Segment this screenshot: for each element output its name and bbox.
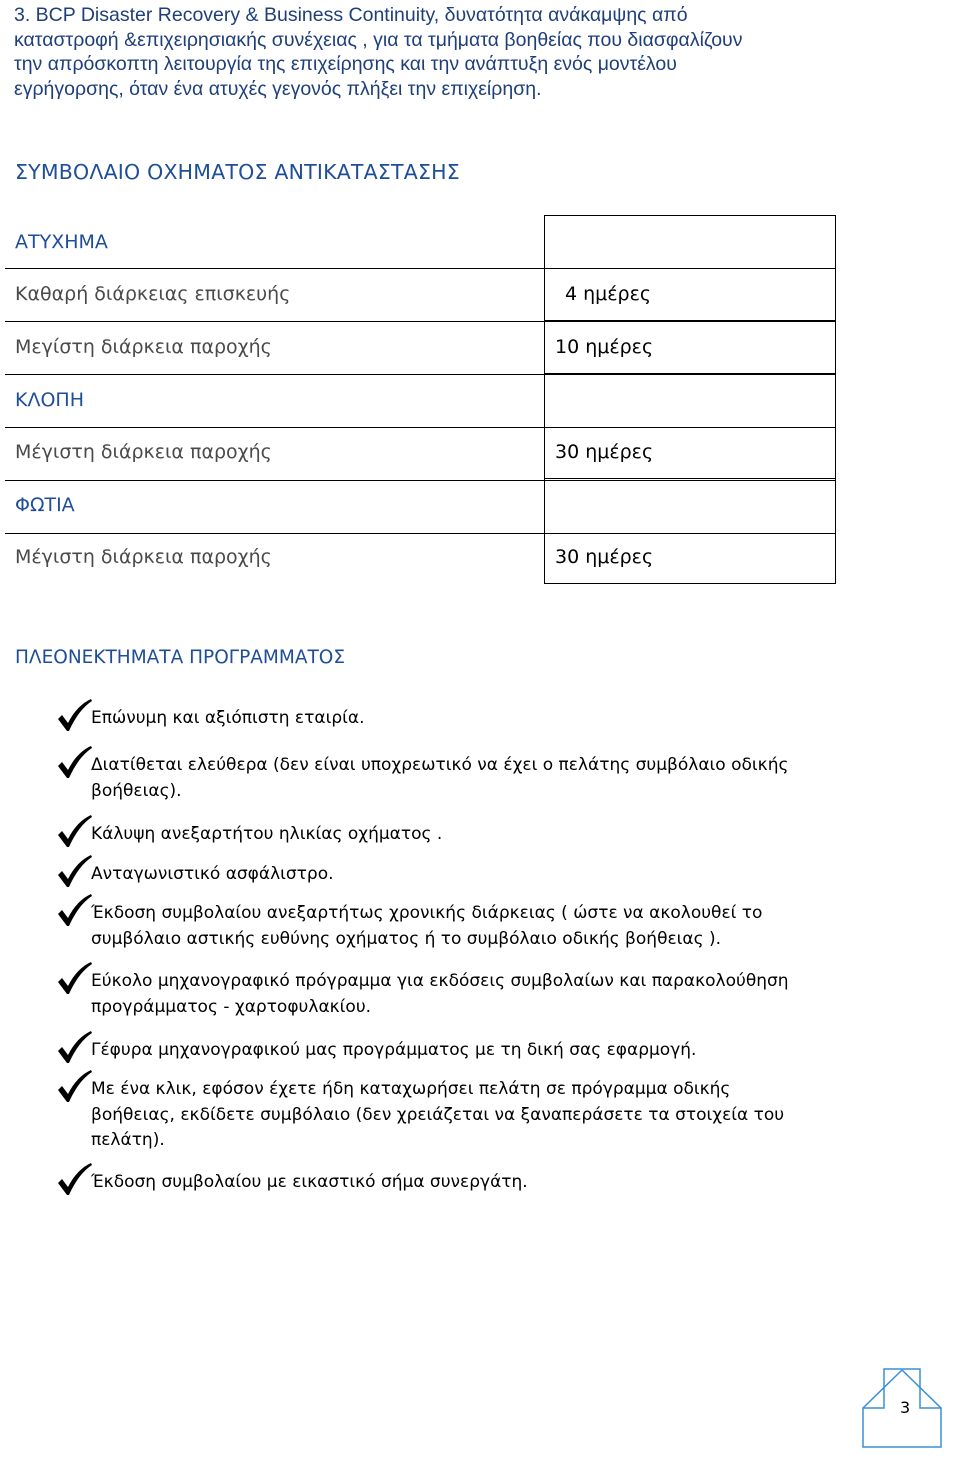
advantage-line: Έκδοση συμβολαίου με εικαστικό σήμα συνεργάτη.: [91, 1172, 528, 1192]
advantage-text: [91, 1077, 841, 1154]
advantage-text: [91, 901, 841, 952]
row-divider: [5, 480, 836, 481]
table-row: [5, 321, 836, 374]
checkmark-icon: [57, 698, 93, 732]
accident-heading: ΑΤΥΧΗΜΑ: [15, 230, 108, 253]
advantage-line: Ανταγωνιστικό ασφάλιστρο.: [91, 864, 334, 884]
page-number: 3: [900, 1398, 911, 1417]
max-duration-label: Μέγιστη διάρκεια παροχής: [15, 441, 272, 464]
checkmark-icon: [57, 854, 93, 888]
checkmark-icon: [57, 961, 93, 995]
checkmark-icon: [57, 814, 93, 848]
max-duration-label: Μεγίστη διάρκεια παροχής: [15, 336, 272, 358]
checkmark-icon: [57, 745, 93, 779]
intro-line: 3. BCP Disaster Recovery & Business Continuity, δυνατότητα ανάκαμψης από: [14, 4, 688, 26]
repair-label: Καθαρή διάρκειας επισκευής: [15, 283, 291, 306]
table-row: [5, 216, 836, 269]
intro-paragraph: [14, 3, 954, 101]
advantage-text: [91, 1038, 841, 1064]
row-divider: [5, 321, 836, 322]
advantage-line: Εύκολο μηχανογραφικό πρόγραμμα για εκδόσεις συμβολαίων και παρακολούθηση: [91, 971, 789, 991]
fire-heading: ΦΩΤΙΑ: [15, 493, 75, 516]
row-divider: [5, 374, 836, 375]
advantage-line: προγράμματος - χαρτοφυλακίου.: [91, 996, 372, 1017]
advantage-text: [91, 1170, 841, 1196]
checkmark-icon: [57, 1162, 93, 1196]
advantage-text: [91, 753, 841, 804]
contract-title: ΣΥΜΒΟΛΑΙΟ ΟΧΗΜΑΤΟΣ ΑΝΤΙΚΑΤΑΣΤΑΣΗΣ: [15, 160, 460, 184]
theft-heading: ΚΛΟΠΗ: [15, 388, 84, 411]
intro-line: καταστροφή &επιχειρησιακής συνέχειας , για τα τμήματα βοηθείας που διασφαλίζουν: [14, 28, 743, 51]
max-duration-value: 30 ημέρες: [545, 531, 836, 584]
advantage-line: Με ένα κλικ, εφόσον έχετε ήδη καταχωρήσει πελάτη σε πρόγραμμα οδικής: [91, 1079, 731, 1099]
row-divider: [5, 268, 836, 269]
row-divider: [5, 533, 836, 534]
row-divider: [5, 427, 836, 428]
advantage-line: βοήθειας).: [91, 780, 182, 801]
table-row: [5, 479, 836, 532]
intro-line: την απρόσκοπτη λειτουργία της επιχείρησης και την ανάπτυξη ενός μοντέλου: [14, 53, 677, 75]
table-row: [5, 531, 836, 584]
advantage-line: Διατίθεται ελεύθερα (δεν είναι υποχρεωτικό να έχει ο πελάτης συμβόλαιο οδικής: [91, 755, 789, 775]
max-duration-value: 30 ημέρες: [545, 426, 836, 479]
advantage-line: Επώνυμη και αξιόπιστη εταιρία.: [91, 708, 365, 728]
checkmark-icon: [57, 893, 93, 927]
advantage-line: Κάλυψη ανεξαρτήτου ηλικίας οχήματος .: [91, 824, 443, 844]
advantage-text: [91, 969, 841, 1020]
advantage-line: συμβόλαιο αστικής ευθύνης οχήματος ή το συμβόλαιο οδικής βοήθειας ).: [91, 928, 722, 949]
max-duration-label: Μέγιστη διάρκεια παροχής: [15, 546, 272, 569]
intro-line: εγρήγορσης, όταν ένα ατυχές γεγονός πλήξει την επιχείρηση.: [14, 77, 542, 100]
table-row: [5, 268, 836, 321]
table-row: [5, 374, 836, 427]
advantage-line: Γέφυρα μηχανογραφικού μας προγράμματος με τη δική σας εφαρμογή.: [91, 1040, 697, 1060]
checkmark-icon: [57, 1030, 93, 1064]
coverage-table: [5, 215, 836, 584]
advantage-line: Έκδοση συμβολαίου ανεξαρτήτως χρονικής διάρκειας ( ώστε να ακολουθεί το: [91, 903, 763, 923]
advantage-text: [91, 706, 841, 732]
checkmark-icon: [57, 1069, 93, 1103]
advantages-title: ΠΛΕΟΝΕΚΤΗΜΑΤΑ ΠΡΟΓΡΑΜΜΑΤΟΣ: [15, 647, 346, 668]
advantage-text: [91, 862, 841, 888]
advantage-line: βοήθειας, εκδίδετε συμβόλαιο (δεν χρειάζεται να ξαναπεράσετε τα στοιχεία του: [91, 1104, 785, 1125]
repair-value: 4 ημέρες: [545, 268, 836, 321]
max-duration-value: 10 ημέρες: [545, 321, 836, 374]
advantage-line: πελάτη).: [91, 1130, 165, 1150]
table-row: [5, 426, 836, 479]
advantage-text: [91, 822, 841, 848]
